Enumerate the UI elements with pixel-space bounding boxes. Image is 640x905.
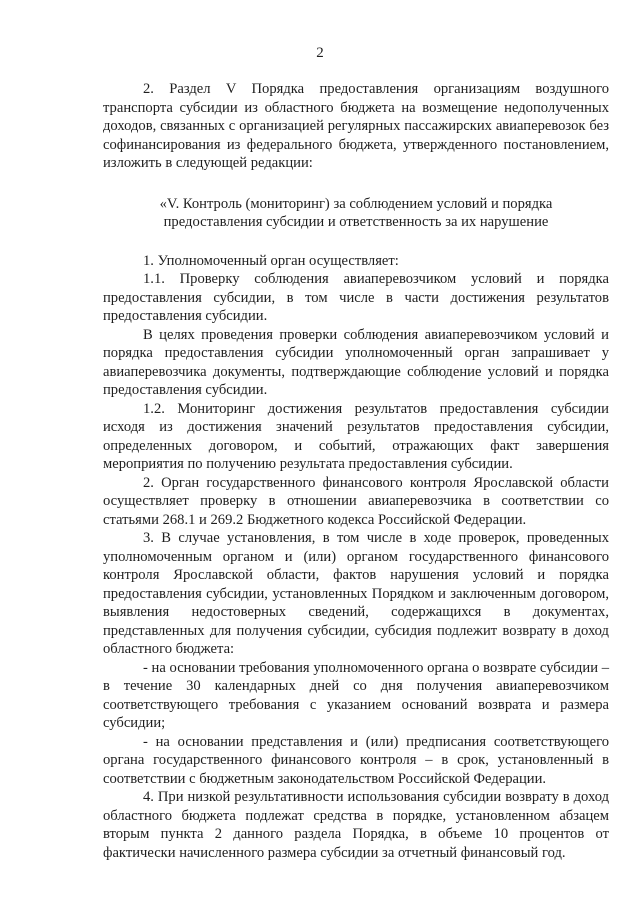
section-heading [103, 195, 609, 232]
paragraph-1-2: 1.2. Мониторинг достижения результатов предоставления субсидии исходя из достижения значений результатов предоставления субсидии, определенных договором, и событий, отражающих факт завершения мероприятия по получению результата предоставления субсидии. [103, 400, 609, 472]
paragraph-3: 3. В случае установления, в том числе в ходе проверок, проведенных уполномоченным органом и (или) органом государственного финансового контроля Ярославской области, фактов нарушения условий и порядка предоставления субсидии, установленных Порядком и заключенным договором, выявления недостоверных сведений, содержащихся в документах, представленных для получения субсидии, субсидия подлежит возврату в доход областного бюджета: [103, 530, 609, 657]
section-heading-line-2: предоставления субсидии и ответственность за их нарушение [163, 214, 549, 230]
paragraph-3-item-2: - на основании представления и (или) предписания соответствующего органа государственного финансового контроля – в срок, установленный в соответствии с бюджетным законодательством Российской Федерации. [103, 733, 609, 787]
paragraph-4: 4. При низкой результативности использования субсидии возврату в доход областного бюджета подлежат средства в порядке, установленном абзацем вторым пункта 2 данного раздела Порядка, в объеме 10 процентов от фактически начисленного размера субсидии за отчетный финансовый год. [103, 789, 609, 861]
paragraph-1: 1. Уполномоченный орган осуществляет: [143, 252, 399, 269]
paragraph-1-1-detail: В целях проведения проверки соблюдения авиаперевозчиком условий и порядка предоставления субсидии уполномоченный орган запрашивает у авиаперевозчика документы, подтверждающие соблюдение условий и порядка предоставления субсидии. [103, 326, 609, 398]
paragraph-1-1: 1.1. Проверку соблюдения авиаперевозчиком условий и порядка предоставления субсидии, в том числе в части достижения результатов предоставления субсидии. [103, 271, 609, 324]
paragraph-3-item-1: - на основании требования уполномоченного органа о возврате субсидии – в течение 30 календарных дней со дня получения авиаперевозчиком соответствующего требования с указанием оснований возврата и размера субсидии; [103, 659, 609, 731]
section-heading-line-1: «V. Контроль (мониторинг) за соблюдением условий и порядка [159, 195, 553, 212]
document-body [103, 80, 609, 862]
paragraph-2: 2. Орган государственного финансового контроля Ярославской области осуществляет проверку в отношении авиаперевозчика в соответствии со статьями 268.1 и 269.2 Бюджетного кодекса Российской Федерации. [103, 474, 609, 528]
page-number: 2 [316, 45, 324, 61]
intro-paragraph: 2. Раздел V Порядка предоставления организациям воздушного транспорта субсидии из областного бюджета на возмещение недополученных доходов, связанных с организацией регулярных пассажирских авиаперевозок без софинансирования из федерального бюджета, утвержденного постановлением, изложить в следующей редакции: [103, 81, 609, 171]
